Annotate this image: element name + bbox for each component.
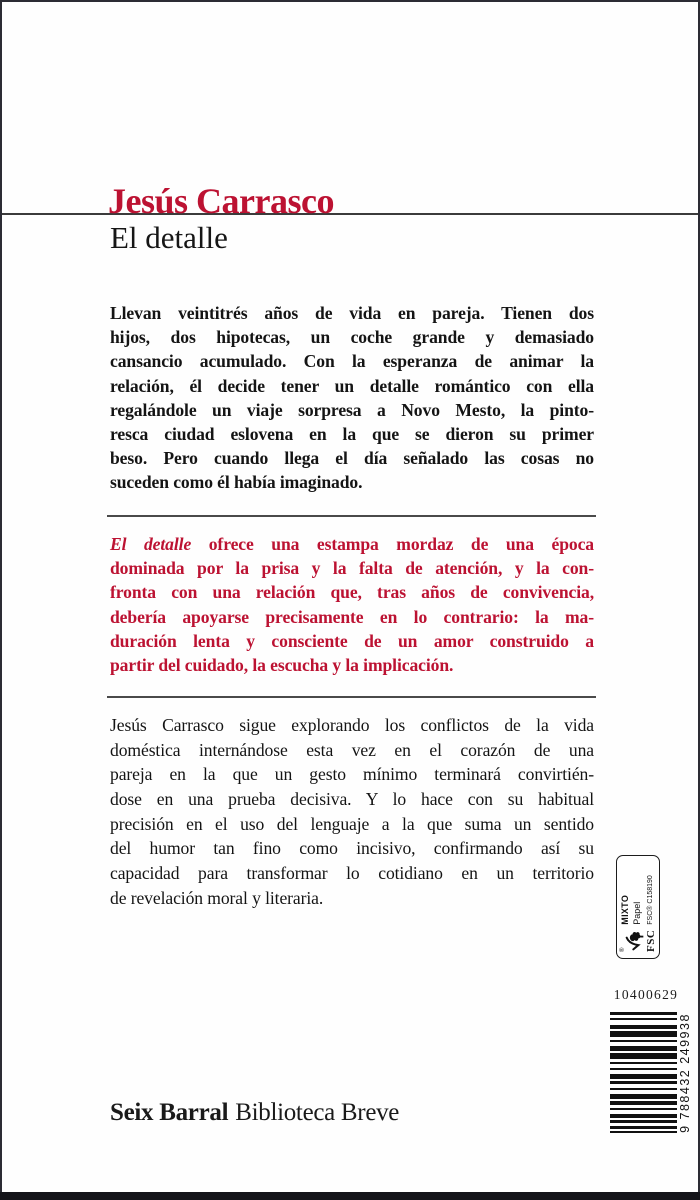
about-line: precisión en el uso del lenguaje a la que suma un sentido — [110, 813, 594, 834]
publisher-line — [110, 1099, 399, 1127]
review-top-rule — [107, 515, 596, 517]
fsc-logo-text: FSC — [644, 929, 657, 952]
barcode — [610, 1012, 677, 1133]
fsc-license-code: FSC® C158190 — [646, 875, 654, 925]
review-line: dominada por la prisa y la falta de atención, y la con- — [110, 558, 594, 579]
synopsis-line: beso. Pero cuando llega el día señalado las cosas no — [110, 448, 594, 469]
frame-border-top — [0, 0, 700, 2]
fsc-certification-label — [616, 855, 660, 959]
fsc-tree-check-icon — [625, 931, 645, 951]
review-line: fronta con una relación que, tras años de convivencia, — [110, 582, 594, 603]
review-bottom-rule — [107, 696, 596, 698]
review-line: debería apoyarse precisamente en lo contrario: la ma- — [110, 606, 594, 627]
isbn-number — [676, 1010, 694, 1135]
about-line: del humor tan fino como incisivo, confirmando así su — [110, 838, 594, 859]
synopsis-line: suceden como él había imaginado. — [110, 472, 363, 493]
fsc-label-text — [620, 875, 655, 925]
synopsis-line: Llevan veintitrés años de vida en pareja. Tienen dos — [110, 303, 594, 323]
review-title-italic: El detalle — [110, 534, 192, 554]
about-line: dose en una prueba decisiva. Y lo hace con su habitual — [110, 788, 594, 809]
about-author-paragraph — [110, 713, 594, 910]
author-name: Jesús Carrasco — [108, 181, 334, 221]
registered-mark: ® — [619, 947, 626, 952]
frame-border-bottom — [0, 1192, 700, 1200]
review-line — [110, 532, 594, 556]
review-line: partir del cuidado, la escucha y la implicación. — [110, 655, 454, 676]
about-line: de revelación moral y literaria. — [110, 887, 324, 908]
review-paragraph — [110, 532, 594, 677]
fsc-logo — [620, 930, 657, 952]
about-line: capacidad para transformar lo cotidiano en un territorio — [110, 862, 594, 883]
header-divider-rule — [0, 213, 700, 215]
fsc-label-box — [616, 855, 660, 959]
review-line: duración lenta y consciente de un amor construido a — [110, 630, 594, 651]
frame-border-left — [0, 0, 2, 1200]
synopsis-line: relación, él decide tener un detalle romántico con ella — [110, 375, 594, 396]
publisher-imprint: Seix Barral — [110, 1099, 229, 1126]
about-line: doméstica internándose esta vez en el corazón de una — [110, 739, 594, 760]
synopsis-line: cansancio acumulado. Con la esperanza de animar la — [110, 351, 594, 372]
synopsis-line: hijos, dos hipotecas, un coche grande y demasiado — [110, 327, 594, 348]
synopsis-line: regalándole un viaje sorpresa a Novo Mesto, la pinto- — [110, 399, 594, 420]
about-line: pareja en la que un gesto mínimo terminará convirtién- — [110, 764, 594, 785]
fsc-paper-label: Papel — [631, 901, 642, 925]
publisher-collection: Biblioteca Breve — [235, 1099, 400, 1126]
synopsis-line: resca ciudad eslovena en la que se dieron su primer — [110, 424, 594, 445]
synopsis-paragraph — [110, 301, 594, 495]
print-code: 10400629 — [613, 987, 679, 1002]
about-line: Jesús Carrasco sigue explorando los conflictos de la vida — [110, 715, 594, 735]
review-line-rest: ofrece una estampa mordaz de una época — [191, 534, 594, 554]
fsc-mix-label: MIXTO — [620, 894, 631, 925]
isbn-digits: 9 788432 249938 — [678, 1012, 692, 1133]
book-title: El detalle — [110, 220, 228, 255]
